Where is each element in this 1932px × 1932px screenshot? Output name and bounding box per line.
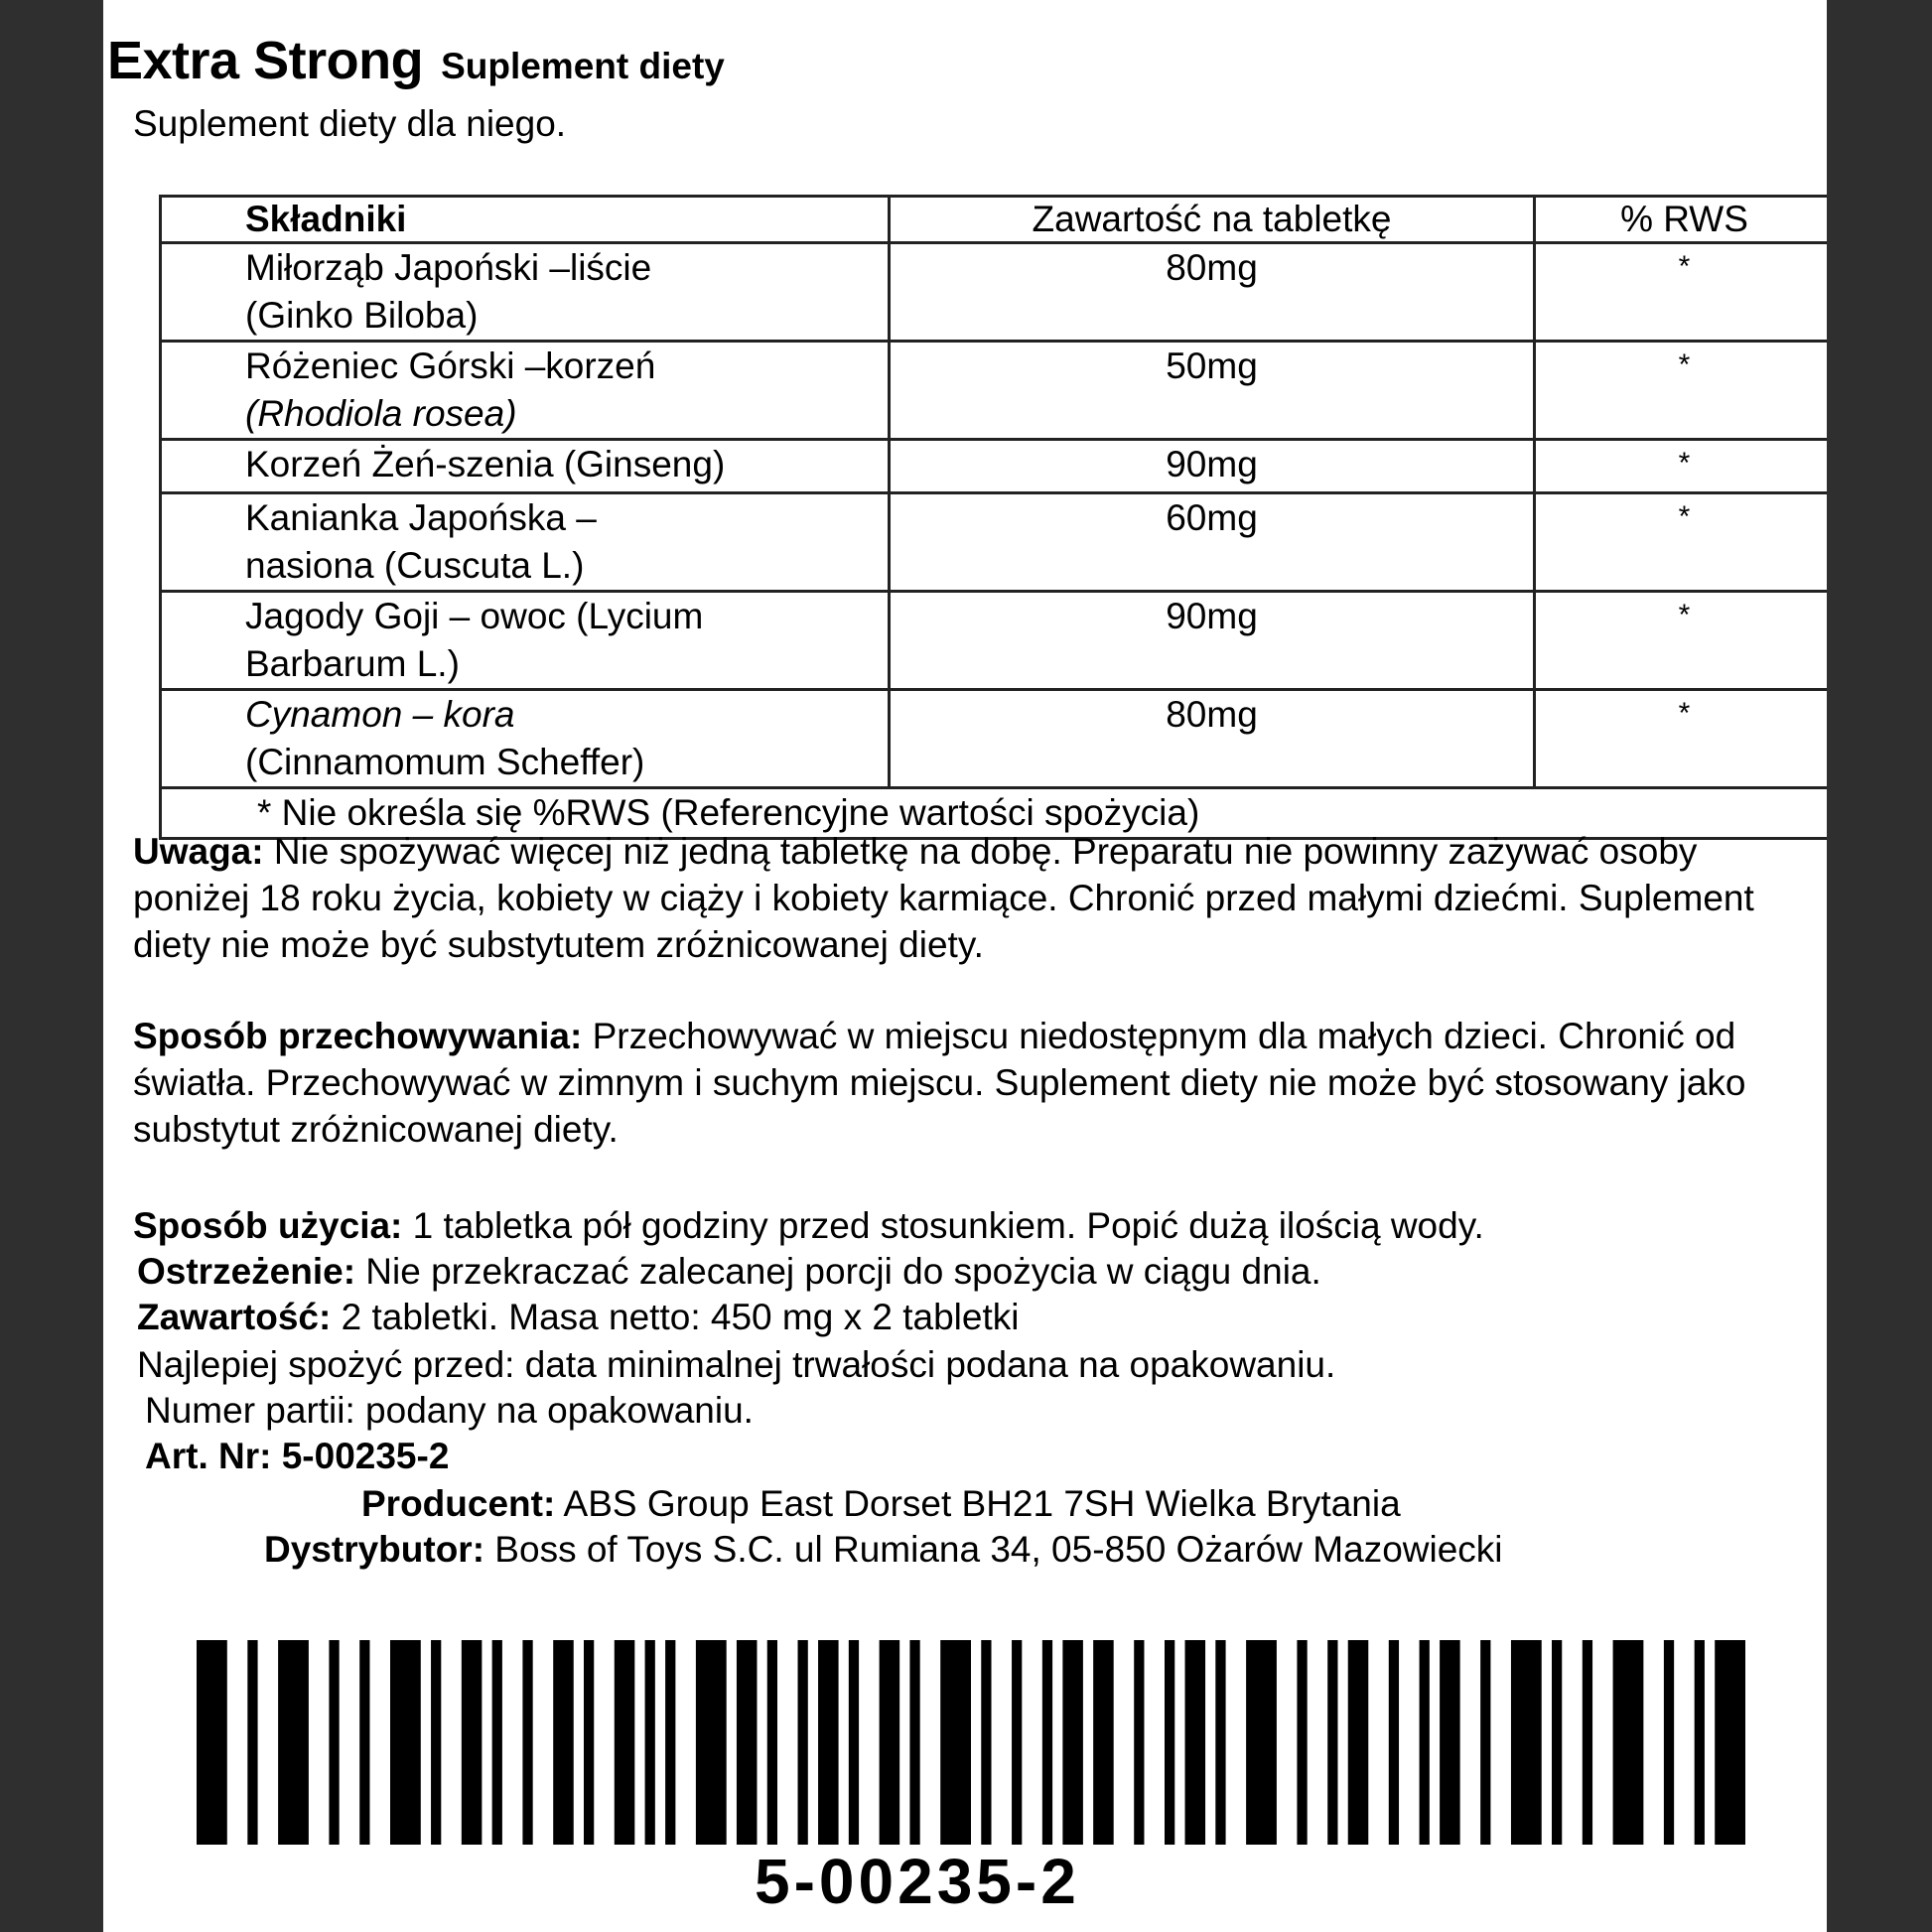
barcode-bar — [798, 1640, 808, 1845]
ingredient-name: Miłorząb Japoński –liście (Ginko Biloba) — [161, 243, 890, 342]
barcode-bar — [492, 1640, 502, 1845]
barcode-bar — [1165, 1640, 1174, 1845]
barcode-bar — [880, 1640, 900, 1845]
ingredient-amount: 60mg — [890, 493, 1535, 592]
warning-paragraph: Uwaga: Nie spożywać więcej niż jedną tabletkę na dobę. Preparatu nie powinny zażywać osoby poniżej 18 roku życia, kobiety w ciąży i kobiety karmiące. Chronić przed małymi dziećmi. Suplement diety nie może być substytutem zróżnicowanej diety. — [133, 831, 1754, 965]
best-before-line: Najlepiej spożyć przed: data minimalnej trwałości podana na opakowaniu. — [137, 1344, 1336, 1385]
product-title: Extra Strong — [107, 31, 424, 90]
barcode-bar — [1695, 1640, 1705, 1845]
barcode-bar — [981, 1640, 991, 1845]
ingredient-name: Korzeń Żeń-szenia (Ginseng) — [161, 440, 890, 493]
ingredient-amount: 80mg — [890, 690, 1535, 788]
ingredient-rws: * — [1535, 493, 1828, 592]
barcode-bar — [1297, 1640, 1307, 1845]
barcode-bar — [737, 1640, 758, 1845]
barcode-bar — [1664, 1640, 1674, 1845]
header-rws: % RWS — [1535, 197, 1828, 243]
barcode-bar — [1389, 1640, 1399, 1845]
batch-line: Numer partii: podany na opakowaniu. — [145, 1390, 754, 1431]
barcode-bar — [645, 1640, 655, 1845]
barcode-bar — [584, 1640, 594, 1845]
caution-line: Ostrzeżenie: Nie przekraczać zalecanej porcji do spożycia w ciągu dnia. — [137, 1251, 1321, 1292]
barcode-bar — [665, 1640, 675, 1845]
barcode-bar — [390, 1640, 421, 1845]
ingredient-amount: 90mg — [890, 440, 1535, 493]
header-ingredients: Składniki — [161, 197, 890, 243]
barcode-bar — [940, 1640, 971, 1845]
table-row — [161, 592, 1828, 690]
barcode-bar — [849, 1640, 859, 1845]
barcode-bar — [818, 1640, 839, 1845]
barcode-bar — [359, 1640, 369, 1845]
ingredient-rws: * — [1535, 690, 1828, 788]
barcode-bar — [1246, 1640, 1277, 1845]
title-line — [107, 30, 725, 91]
ingredient-name: Jagody Goji – owoc (Lycium Barbarum L.) — [161, 592, 890, 690]
ingredient-name: Różeniec Górski –korzeń (Rhodiola rosea) — [161, 342, 890, 440]
barcode-bar — [247, 1640, 257, 1845]
barcode-bar — [1480, 1640, 1490, 1845]
barcode-bar — [1348, 1640, 1369, 1845]
barcode-bar — [1012, 1640, 1022, 1845]
ingredient-rws: * — [1535, 440, 1828, 493]
table-row — [161, 690, 1828, 788]
ingredient-amount: 80mg — [890, 243, 1535, 342]
table-row — [161, 440, 1828, 493]
usage-line: Sposób użycia: 1 tabletka pół godziny przed stosunkiem. Popić dużą ilością wody. — [133, 1205, 1484, 1246]
ingredient-rws: * — [1535, 243, 1828, 342]
barcode-bar — [1185, 1640, 1206, 1845]
barcode — [197, 1640, 1745, 1845]
barcode-bar — [1215, 1640, 1225, 1845]
contents-line: Zawartość: 2 tabletki. Masa netto: 450 mg x 2 tabletki — [137, 1297, 1020, 1337]
table-header-row — [161, 197, 1828, 243]
barcode-bar — [1552, 1640, 1562, 1845]
barcode-bar — [278, 1640, 309, 1845]
table-row — [161, 493, 1828, 592]
rws-footnote: * Nie określa się %RWS (Referencyjne wartości spożycia) — [161, 788, 1828, 839]
producer-line: Producent: ABS Group East Dorset BH21 7SH Wielka Brytania — [361, 1483, 1401, 1524]
barcode-bar — [615, 1640, 635, 1845]
barcode-bar — [1511, 1640, 1542, 1845]
header-amount: Zawartość na tabletkę — [890, 197, 1535, 243]
ingredient-name: Kanianka Japońska – nasiona (Cuscuta L.) — [161, 493, 890, 592]
ingredient-rws: * — [1535, 592, 1828, 690]
barcode-bar — [1327, 1640, 1337, 1845]
barcode-bar — [1134, 1640, 1144, 1845]
barcode-bar — [431, 1640, 441, 1845]
barcode-bar — [696, 1640, 727, 1845]
ingredient-rws: * — [1535, 342, 1828, 440]
product-title-suffix: Suplement diety — [441, 46, 725, 86]
table-row — [161, 243, 1828, 342]
barcode-bar — [1715, 1640, 1745, 1845]
ingredient-name: Cynamon – kora (Cinnamomum Scheffer) — [161, 690, 890, 788]
barcode-bar — [1440, 1640, 1460, 1845]
barcode-bar — [1583, 1640, 1592, 1845]
barcode-bar — [462, 1640, 483, 1845]
barcode-bar — [1093, 1640, 1114, 1845]
product-subtitle: Suplement diety dla niego. — [133, 103, 567, 144]
barcode-bar — [1042, 1640, 1052, 1845]
barcode-bar — [1062, 1640, 1083, 1845]
barcode-bar — [329, 1640, 339, 1845]
storage-paragraph: Sposób przechowywania: Przechowywać w miejscu niedostępnym dla małych dzieci. Chronić od światła. Przechowywać w zimnym i suchym miejscu. Suplement diety nie może być stosowany jako substytut zróżnicowanej diety. — [133, 1016, 1746, 1150]
article-number: Art. Nr: 5-00235-2 — [145, 1436, 450, 1476]
distributor-line: Dystrybutor: Boss of Toys S.C. ul Rumiana 34, 05-850 Ożarów Mazowiecki — [264, 1529, 1503, 1570]
barcode-bar — [767, 1640, 777, 1845]
ingredients-table — [159, 195, 1827, 840]
table-row — [161, 342, 1828, 440]
barcode-bar — [522, 1640, 532, 1845]
barcode-number: 5-00235-2 — [755, 1846, 1080, 1917]
barcode-bar — [1420, 1640, 1430, 1845]
label-page — [103, 0, 1827, 1932]
barcode-bar — [1613, 1640, 1644, 1845]
ingredient-amount: 90mg — [890, 592, 1535, 690]
barcode-bar — [197, 1640, 227, 1845]
barcode-bar — [553, 1640, 574, 1845]
ingredient-amount: 50mg — [890, 342, 1535, 440]
barcode-bar — [909, 1640, 919, 1845]
